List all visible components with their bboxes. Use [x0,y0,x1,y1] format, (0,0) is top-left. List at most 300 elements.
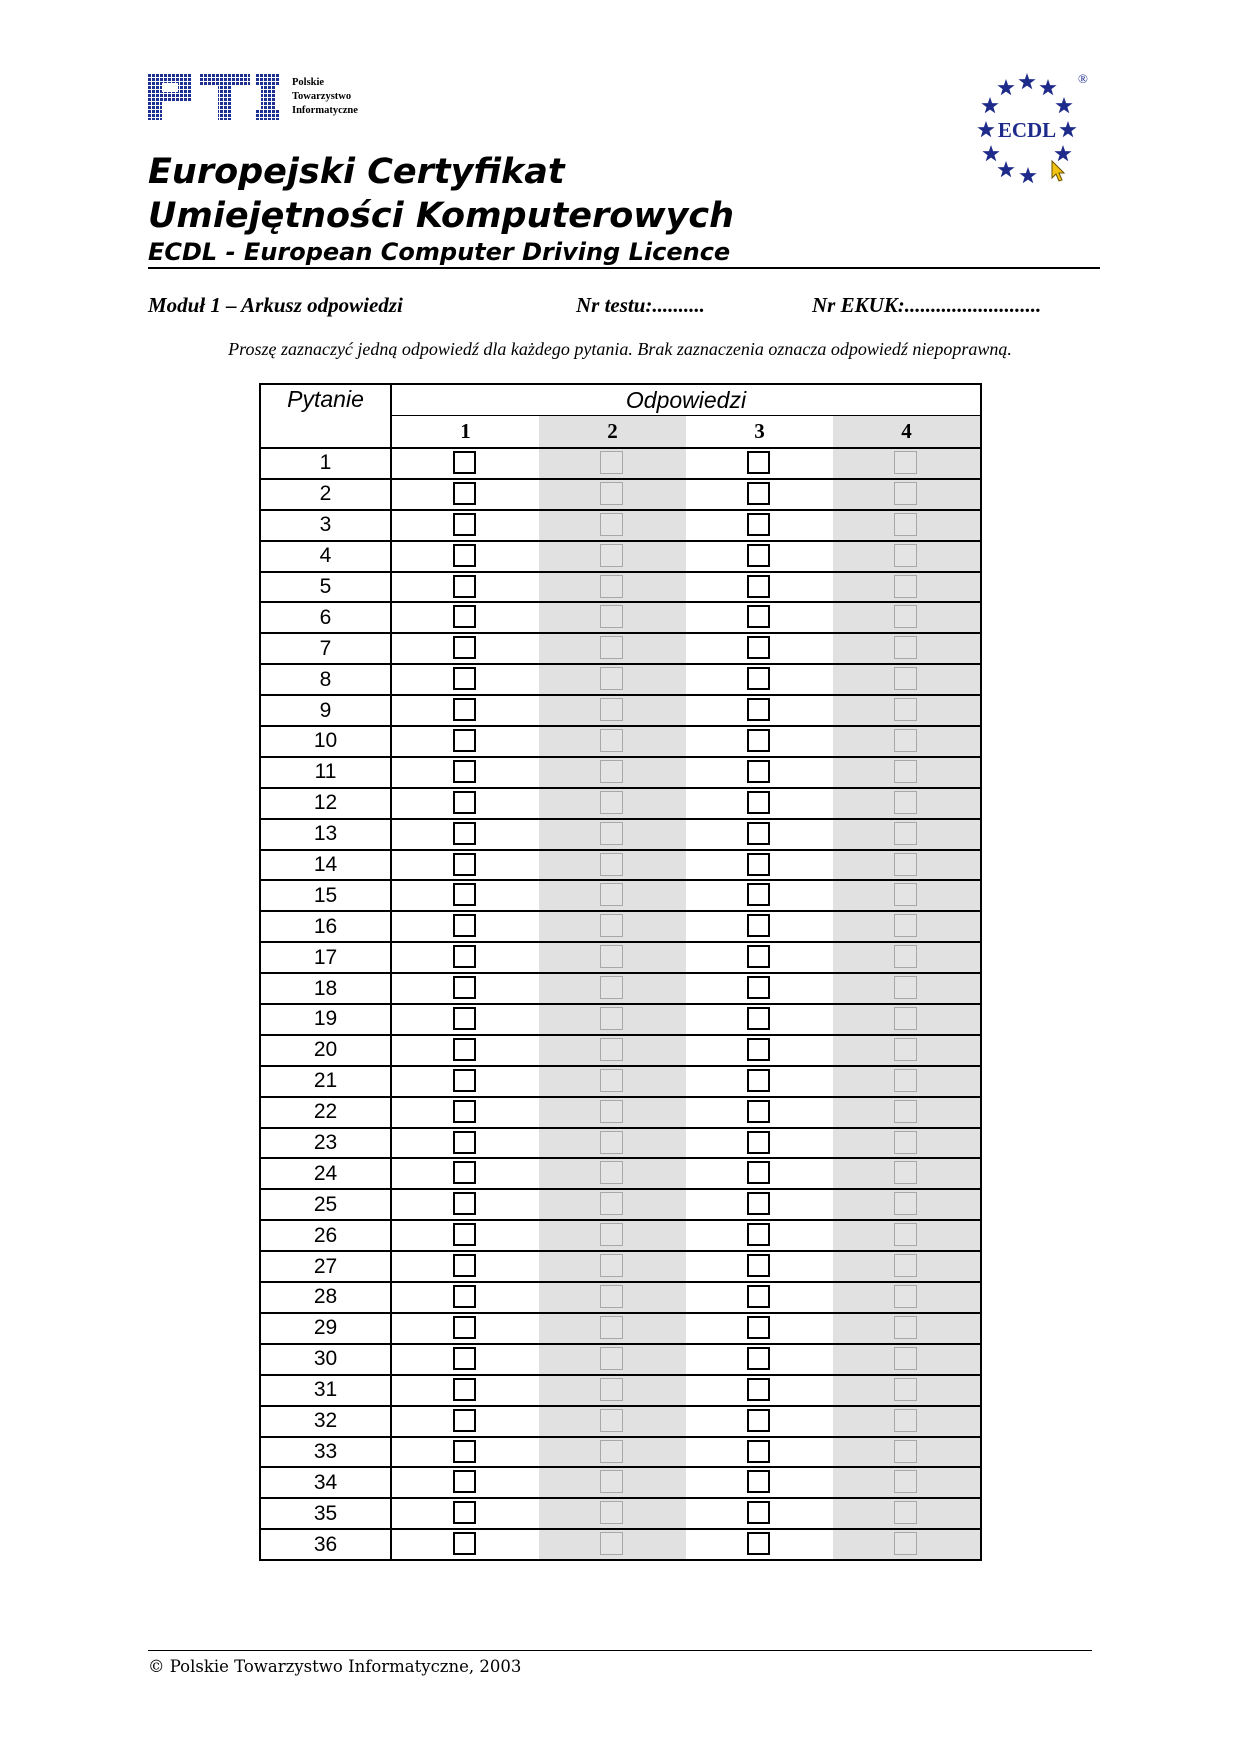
answer-cell-option-3 [686,695,833,726]
answer-checkbox-option-3[interactable] [747,1131,770,1154]
answer-cell-option-4 [833,1467,981,1498]
answer-checkbox-option-4[interactable] [894,667,917,690]
answer-checkbox-option-4[interactable] [894,822,917,845]
question-number: 23 [260,1128,391,1159]
answer-cell-option-4 [833,602,981,633]
answer-checkbox-option-3[interactable] [747,1440,770,1463]
answer-checkbox-option-2[interactable] [600,1409,623,1432]
answer-cell-option-3 [686,541,833,572]
answer-checkbox-option-2[interactable] [600,575,623,598]
answer-cell-option-3 [686,850,833,881]
question-number: 15 [260,880,391,911]
question-row [260,1344,981,1375]
answer-checkbox-option-2[interactable] [600,1532,623,1555]
question-number: 13 [260,819,391,850]
answer-checkbox-option-4[interactable] [894,729,917,752]
question-row [260,726,981,757]
question-row [260,695,981,726]
answer-cell-option-1 [391,1406,539,1437]
answer-cell-option-2 [539,695,686,726]
answer-checkbox-option-3[interactable] [747,575,770,598]
answer-cell-option-2 [539,1406,686,1437]
answer-checkbox-option-1[interactable] [453,1409,476,1432]
answer-cell-option-1 [391,1437,539,1468]
question-row [260,633,981,664]
question-rows [260,448,981,1560]
answer-cell-option-1 [391,510,539,541]
answer-cell-option-4 [833,1529,981,1560]
answer-checkbox-option-1[interactable] [453,1347,476,1370]
answer-cell-option-3 [686,1529,833,1560]
answer-checkbox-option-3[interactable] [747,1192,770,1215]
question-row [260,1437,981,1468]
question-row [260,880,981,911]
answer-cell-option-2 [539,1344,686,1375]
answer-checkbox-option-3[interactable] [747,1223,770,1246]
answer-cell-option-3 [686,1128,833,1159]
answer-checkbox-option-1[interactable] [453,1100,476,1123]
answer-checkbox-option-3[interactable] [747,1161,770,1184]
answer-cell-option-4 [833,726,981,757]
answer-checkbox-option-1[interactable] [453,1285,476,1308]
answer-cell-option-2 [539,541,686,572]
answer-checkbox-option-3[interactable] [747,1316,770,1339]
answer-cell-option-3 [686,572,833,603]
question-row [260,1498,981,1529]
title-line-2: Umiejętności Komputerowych [148,196,735,236]
answer-cell-option-3 [686,1004,833,1035]
question-number: 25 [260,1189,391,1220]
answer-cell-option-3 [686,1189,833,1220]
ecdl-logo [972,70,1100,194]
question-number: 27 [260,1251,391,1282]
answer-checkbox-option-2[interactable] [600,1100,623,1123]
answer-checkbox-option-1[interactable] [453,976,476,999]
answer-checkbox-option-4[interactable] [894,976,917,999]
answer-checkbox-option-1[interactable] [453,883,476,906]
answer-checkbox-option-1[interactable] [453,1192,476,1215]
answer-cell-option-1 [391,942,539,973]
answer-cell-option-1 [391,633,539,664]
answer-cell-option-3 [686,633,833,664]
answer-checkbox-option-3[interactable] [747,1470,770,1493]
answer-checkbox-option-4[interactable] [894,945,917,968]
answer-checkbox-option-4[interactable] [894,1223,917,1246]
answer-cell-option-2 [539,1189,686,1220]
answer-checkbox-option-3[interactable] [747,513,770,536]
answer-checkbox-option-1[interactable] [453,853,476,876]
answer-checkbox-option-4[interactable] [894,1254,917,1277]
answer-checkbox-option-4[interactable] [894,853,917,876]
answer-checkbox-option-3[interactable] [747,1501,770,1524]
answer-checkbox-option-4[interactable] [894,636,917,659]
question-row [260,1282,981,1313]
answer-checkbox-option-2[interactable] [600,482,623,505]
answer-checkbox-option-2[interactable] [600,698,623,721]
option-header-2: 2 [539,415,686,448]
answer-checkbox-option-2[interactable] [600,760,623,783]
answer-cell-option-1 [391,1004,539,1035]
answer-checkbox-option-4[interactable] [894,1192,917,1215]
question-number: 24 [260,1158,391,1189]
answer-checkbox-option-2[interactable] [600,1069,623,1092]
answer-cell-option-1 [391,1097,539,1128]
header-divider [148,267,1100,269]
pti-logo-text: Polskie Towarzystwo Informatyczne [292,77,358,116]
answer-cell-option-4 [833,448,981,479]
answer-cell-option-2 [539,819,686,850]
question-number: 19 [260,1004,391,1035]
answer-cell-option-1 [391,973,539,1004]
answer-checkbox-option-2[interactable] [600,1316,623,1339]
answer-checkbox-option-1[interactable] [453,451,476,474]
answer-checkbox-option-2[interactable] [600,544,623,567]
answer-checkbox-option-2[interactable] [600,1038,623,1061]
answer-checkbox-option-3[interactable] [747,945,770,968]
answer-checkbox-option-4[interactable] [894,1378,917,1401]
answer-checkbox-option-4[interactable] [894,1501,917,1524]
answer-checkbox-option-1[interactable] [453,1470,476,1493]
answer-cell-option-1 [391,541,539,572]
answer-cell-option-3 [686,1035,833,1066]
answer-cell-option-1 [391,1344,539,1375]
answer-cell-option-3 [686,1406,833,1437]
answer-cell-option-2 [539,572,686,603]
question-row [260,757,981,788]
answer-checkbox-option-1[interactable] [453,1223,476,1246]
answer-checkbox-option-4[interactable] [894,914,917,937]
answer-cell-option-3 [686,664,833,695]
question-row [260,1158,981,1189]
answer-cell-option-2 [539,1220,686,1251]
answer-cell-option-3 [686,479,833,510]
answer-checkbox-option-4[interactable] [894,1100,917,1123]
answer-checkbox-option-1[interactable] [453,544,476,567]
answer-cell-option-4 [833,1437,981,1468]
answer-checkbox-option-1[interactable] [453,1440,476,1463]
answer-checkbox-option-4[interactable] [894,1131,917,1154]
answer-checkbox-option-2[interactable] [600,1285,623,1308]
answer-cell-option-4 [833,1282,981,1313]
answer-checkbox-option-1[interactable] [453,513,476,536]
question-row [260,1313,981,1344]
answer-checkbox-option-2[interactable] [600,1223,623,1246]
answer-cell-option-4 [833,1128,981,1159]
answer-checkbox-option-4[interactable] [894,482,917,505]
answer-checkbox-option-4[interactable] [894,1007,917,1030]
answer-cell-option-1 [391,911,539,942]
answer-checkbox-option-1[interactable] [453,1532,476,1555]
answer-checkbox-option-2[interactable] [600,1254,623,1277]
answer-cell-option-1 [391,695,539,726]
answer-checkbox-option-4[interactable] [894,1347,917,1370]
answer-cell-option-4 [833,973,981,1004]
answer-checkbox-option-1[interactable] [453,945,476,968]
answer-cell-option-1 [391,1035,539,1066]
answer-cell-option-4 [833,1313,981,1344]
question-row [260,850,981,881]
answer-checkbox-option-2[interactable] [600,883,623,906]
answer-checkbox-option-1[interactable] [453,1131,476,1154]
question-number: 16 [260,911,391,942]
answer-cell-option-4 [833,1189,981,1220]
answer-checkbox-option-1[interactable] [453,1007,476,1030]
question-number: 28 [260,1282,391,1313]
answer-cell-option-1 [391,1251,539,1282]
answer-checkbox-option-4[interactable] [894,1161,917,1184]
answer-checkbox-option-3[interactable] [747,729,770,752]
answer-cell-option-3 [686,1498,833,1529]
answer-checkbox-option-3[interactable] [747,853,770,876]
answer-cell-option-1 [391,1467,539,1498]
answer-checkbox-option-1[interactable] [453,760,476,783]
answer-checkbox-option-3[interactable] [747,1347,770,1370]
answer-checkbox-option-2[interactable] [600,1378,623,1401]
answer-cell-option-4 [833,880,981,911]
page-title [148,150,734,238]
answer-cell-option-2 [539,911,686,942]
answer-cell-option-2 [539,1158,686,1189]
answer-checkbox-option-4[interactable] [894,1532,917,1555]
answer-checkbox-option-1[interactable] [453,1038,476,1061]
answer-cell-option-2 [539,1282,686,1313]
question-number: 11 [260,757,391,788]
answer-cell-option-2 [539,1035,686,1066]
answer-checkbox-option-3[interactable] [747,760,770,783]
answer-cell-option-4 [833,1035,981,1066]
answer-cell-option-3 [686,911,833,942]
answer-checkbox-option-2[interactable] [600,1440,623,1463]
answer-checkbox-option-4[interactable] [894,1069,917,1092]
answer-checkbox-option-3[interactable] [747,451,770,474]
answer-cell-option-1 [391,757,539,788]
answer-cell-option-3 [686,1467,833,1498]
answer-cell-option-2 [539,448,686,479]
answer-checkbox-option-3[interactable] [747,636,770,659]
answer-checkbox-option-1[interactable] [453,1501,476,1524]
answer-cell-option-2 [539,1251,686,1282]
answer-checkbox-option-2[interactable] [600,1192,623,1215]
answer-checkbox-option-2[interactable] [600,451,623,474]
answer-checkbox-option-1[interactable] [453,791,476,814]
answer-checkbox-option-1[interactable] [453,605,476,628]
answer-cell-option-3 [686,880,833,911]
pti-logo [148,74,282,120]
answer-cell-option-3 [686,1220,833,1251]
answer-checkbox-option-3[interactable] [747,667,770,690]
question-number: 29 [260,1313,391,1344]
question-row [260,1189,981,1220]
answer-checkbox-option-2[interactable] [600,667,623,690]
answer-cell-option-4 [833,1066,981,1097]
answer-checkbox-option-2[interactable] [600,636,623,659]
answer-checkbox-option-3[interactable] [747,1254,770,1277]
module-label: Moduł 1 – Arkusz odpowiedzi [148,293,403,317]
question-number: 22 [260,1097,391,1128]
answer-cell-option-1 [391,1189,539,1220]
answer-checkbox-option-2[interactable] [600,822,623,845]
answer-cell-option-1 [391,1220,539,1251]
answer-checkbox-option-2[interactable] [600,1470,623,1493]
answer-checkbox-option-2[interactable] [600,914,623,937]
answer-cell-option-3 [686,1066,833,1097]
answer-checkbox-option-3[interactable] [747,1100,770,1123]
answer-cell-option-4 [833,1251,981,1282]
answer-checkbox-option-2[interactable] [600,1501,623,1524]
answer-checkbox-option-2[interactable] [600,605,623,628]
answer-checkbox-option-1[interactable] [453,1378,476,1401]
question-number: 20 [260,1035,391,1066]
question-number: 3 [260,510,391,541]
question-row [260,1375,981,1406]
question-row [260,448,981,479]
answer-cell-option-3 [686,942,833,973]
answer-cell-option-2 [539,1313,686,1344]
answer-cell-option-4 [833,695,981,726]
answer-checkbox-option-1[interactable] [453,1069,476,1092]
answer-cell-option-4 [833,1158,981,1189]
answer-cell-option-3 [686,1282,833,1313]
answer-checkbox-option-4[interactable] [894,1440,917,1463]
question-row [260,942,981,973]
answer-cell-option-4 [833,757,981,788]
page-subtitle: ECDL - European Computer Driving Licence [148,238,731,266]
answer-sheet-table [259,383,982,1561]
answer-checkbox-option-3[interactable] [747,1038,770,1061]
answer-cell-option-4 [833,942,981,973]
answer-checkbox-option-3[interactable] [747,976,770,999]
answer-checkbox-option-4[interactable] [894,883,917,906]
answer-checkbox-option-2[interactable] [600,1131,623,1154]
answer-checkbox-option-3[interactable] [747,791,770,814]
question-row [260,1097,981,1128]
answer-checkbox-option-1[interactable] [453,636,476,659]
answer-checkbox-option-2[interactable] [600,1347,623,1370]
question-row [260,602,981,633]
answer-checkbox-option-3[interactable] [747,1532,770,1555]
answer-cell-option-2 [539,880,686,911]
answer-checkbox-option-4[interactable] [894,513,917,536]
answer-checkbox-option-4[interactable] [894,1409,917,1432]
answer-checkbox-option-3[interactable] [747,1409,770,1432]
answer-checkbox-option-4[interactable] [894,1285,917,1308]
question-row [260,1035,981,1066]
answer-cell-option-1 [391,726,539,757]
answer-checkbox-option-3[interactable] [747,1285,770,1308]
answer-cell-option-4 [833,664,981,695]
question-number: 10 [260,726,391,757]
answer-checkbox-option-2[interactable] [600,791,623,814]
answer-checkbox-option-2[interactable] [600,1007,623,1030]
answer-checkbox-option-1[interactable] [453,1316,476,1339]
answer-checkbox-option-3[interactable] [747,883,770,906]
question-number: 4 [260,541,391,572]
answer-cell-option-2 [539,1529,686,1560]
answer-checkbox-option-3[interactable] [747,544,770,567]
answer-cell-option-2 [539,850,686,881]
answer-checkbox-option-3[interactable] [747,1007,770,1030]
answer-checkbox-option-4[interactable] [894,575,917,598]
answer-checkbox-option-4[interactable] [894,451,917,474]
answer-checkbox-option-4[interactable] [894,605,917,628]
question-row [260,1467,981,1498]
answer-checkbox-option-1[interactable] [453,822,476,845]
answer-cell-option-3 [686,510,833,541]
answer-checkbox-option-1[interactable] [453,1254,476,1277]
answer-cell-option-2 [539,479,686,510]
answer-checkbox-option-2[interactable] [600,976,623,999]
answer-cell-option-2 [539,1097,686,1128]
answer-cell-option-1 [391,880,539,911]
answer-checkbox-option-4[interactable] [894,1470,917,1493]
answer-checkbox-option-1[interactable] [453,667,476,690]
answer-checkbox-option-3[interactable] [747,822,770,845]
answer-checkbox-option-1[interactable] [453,575,476,598]
question-row [260,1529,981,1560]
answer-cell-option-4 [833,1344,981,1375]
answer-cell-option-2 [539,726,686,757]
question-number: 6 [260,602,391,633]
answer-checkbox-option-3[interactable] [747,1378,770,1401]
answer-checkbox-option-2[interactable] [600,729,623,752]
answer-cell-option-3 [686,726,833,757]
answer-checkbox-option-2[interactable] [600,945,623,968]
ekuk-number-field[interactable]: Nr EKUK:.......................... [812,293,1042,317]
answer-cell-option-3 [686,819,833,850]
answer-checkbox-option-3[interactable] [747,482,770,505]
question-number: 32 [260,1406,391,1437]
answer-cell-option-2 [539,1437,686,1468]
question-number: 5 [260,572,391,603]
question-row [260,1251,981,1282]
answer-checkbox-option-4[interactable] [894,544,917,567]
answer-checkbox-option-1[interactable] [453,729,476,752]
answer-checkbox-option-2[interactable] [600,853,623,876]
answer-checkbox-option-4[interactable] [894,760,917,783]
answer-cell-option-2 [539,633,686,664]
answer-checkbox-option-4[interactable] [894,698,917,721]
answer-checkbox-option-3[interactable] [747,914,770,937]
answer-checkbox-option-1[interactable] [453,482,476,505]
question-number: 34 [260,1467,391,1498]
answer-checkbox-option-1[interactable] [453,1161,476,1184]
answer-checkbox-option-1[interactable] [453,914,476,937]
answer-checkbox-option-3[interactable] [747,1069,770,1092]
answer-cell-option-2 [539,973,686,1004]
title-line-1: Europejski Certyfikat [148,152,565,192]
answer-cell-option-4 [833,819,981,850]
answer-checkbox-option-3[interactable] [747,698,770,721]
answer-checkbox-option-1[interactable] [453,698,476,721]
answer-cell-option-4 [833,479,981,510]
cursor-arrow-icon [1052,161,1064,181]
answer-cell-option-4 [833,541,981,572]
question-row [260,973,981,1004]
answer-cell-option-4 [833,788,981,819]
answer-cell-option-4 [833,1406,981,1437]
test-number-field[interactable]: Nr testu:.......... [576,293,705,317]
answer-checkbox-option-4[interactable] [894,1316,917,1339]
answer-cell-option-4 [833,572,981,603]
answer-checkbox-option-4[interactable] [894,791,917,814]
question-row [260,1128,981,1159]
answer-checkbox-option-2[interactable] [600,513,623,536]
answer-checkbox-option-2[interactable] [600,1161,623,1184]
answer-checkbox-option-3[interactable] [747,605,770,628]
answer-checkbox-option-4[interactable] [894,1038,917,1061]
question-number: 33 [260,1437,391,1468]
answer-cell-option-3 [686,1251,833,1282]
